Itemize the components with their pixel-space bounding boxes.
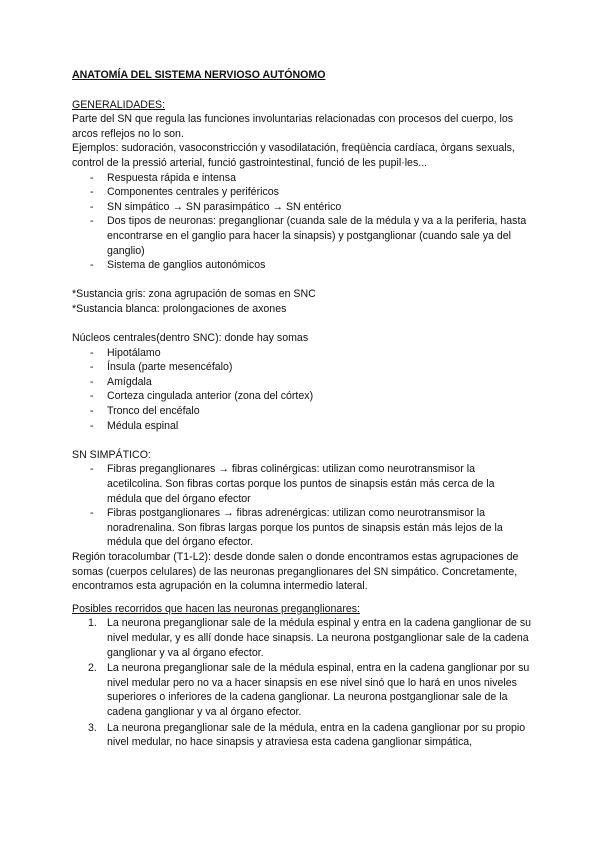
- list-item: - Médula espinal: [72, 419, 532, 434]
- list-item: 2. La neurona preganglionar sale de la médula espinal, entra en la cadena ganglionar por su nivel medular pero no va a hacer sinapsis en ese nivel sinó que lo hará en unos niveles superiores o inferiores de la cadena ganglionar. La neurona postganglionar sale de la cadena ganglionar y va al órgano efector.: [88, 662, 530, 718]
- list-item: - Respuesta rápida e intensa: [72, 171, 532, 186]
- document-title: ANATOMÍA DEL SISTEMA NERVIOSO AUTÓNOMO: [72, 69, 326, 81]
- simpatico-heading: SN SIMPÁTICO:: [72, 448, 151, 461]
- note-sustancia-blanca: *Sustancia blanca: prolongaciones de axones: [72, 302, 287, 315]
- list-item: - Hipotálamo: [72, 346, 532, 361]
- generalidades-heading: GENERALIDADES:: [72, 98, 166, 111]
- recorridos-heading: Posibles recorridos que hacen las neuronas preganglionares:: [72, 602, 360, 615]
- list-item: - Tronco del encéfalo: [72, 404, 532, 419]
- recorridos-list: [72, 616, 532, 749]
- generalidades-list: [72, 171, 532, 273]
- list-item: 1. La neurona preganglionar sale de la médula espinal y entra en la cadena ganglionar de su nivel medular, y es allí donde hace sinapsis. La neurona postganglionar sale de la cadena ganglionar y va al órgano efector.: [88, 617, 532, 659]
- list-item: - Componentes centrales y periféricos: [72, 185, 532, 200]
- list-item: - Fibras postganglionares → fibras adrenérgicas: utilizan como neurotransmisor la noradrenalina. Son fibras largas porque los puntos de sinapsis están más lejos de la médula que del órgano efector.: [72, 506, 532, 550]
- list-item: - SN simpático → SN parasimpático → SN entérico: [72, 200, 532, 215]
- nucleos-list: [72, 346, 532, 434]
- document-content: [72, 68, 532, 751]
- list-item: - Dos tipos de neuronas: preganglionar (cuanda sale de la médula y va a la periferia, hasta encontrarse en el ganglio para hacer la sinapsis) y postganglionar (cuando sale ya del ganglio): [72, 214, 532, 258]
- note-sustancia-gris: *Sustancia gris: zona agrupación de somas en SNC: [72, 288, 316, 301]
- simpatico-region: Región toracolumbar (T1-L2): desde donde salen o donde encontramos estas agrupaciones de somas (cuerpos celulares) de las neuronas preganglionares del SN simpático. Concretamente, encontramos esta agrupación en la columna intermedio lateral.: [72, 551, 519, 593]
- list-item: - Corteza cingulada anterior (zona del córtex): [72, 389, 532, 404]
- generalidades-intro: Parte del SN que regula las funciones involuntarias relacionadas con procesos del cuerpo, los arcos reflejos no lo son.: [72, 113, 514, 140]
- simpatico-list: [72, 462, 532, 550]
- list-item: - Amígdala: [72, 375, 532, 390]
- nucleos-heading: Núcleos centrales(dentro SNC): donde hay somas: [72, 332, 309, 345]
- list-item: - Fibras preganglionares → fibras colinérgicas: utilizan como neurotransmisor la acetilcolina. Son fibras cortas porque los puntos de sinapsis están más cerca de la médula que del órgano efector: [72, 462, 532, 506]
- list-item: - Sistema de ganglios autonómicos: [72, 258, 532, 273]
- list-item: 3. La neurona preganglionar sale de la médula, entra en la cadena ganglionar por su propio nivel medular, no hace sinapsis y atraviesa esta cadena ganglionar simpática,: [88, 721, 526, 749]
- list-item: - Ínsula (parte mesencéfalo): [72, 360, 532, 375]
- generalidades-examples: Ejemplos: sudoración, vasoconstricción y vasodilatación, freqüència cardíaca, òrgans sexuals, control de la pressió arterial, funció gastrointestinal, funció de les pupil·les...: [72, 142, 515, 169]
